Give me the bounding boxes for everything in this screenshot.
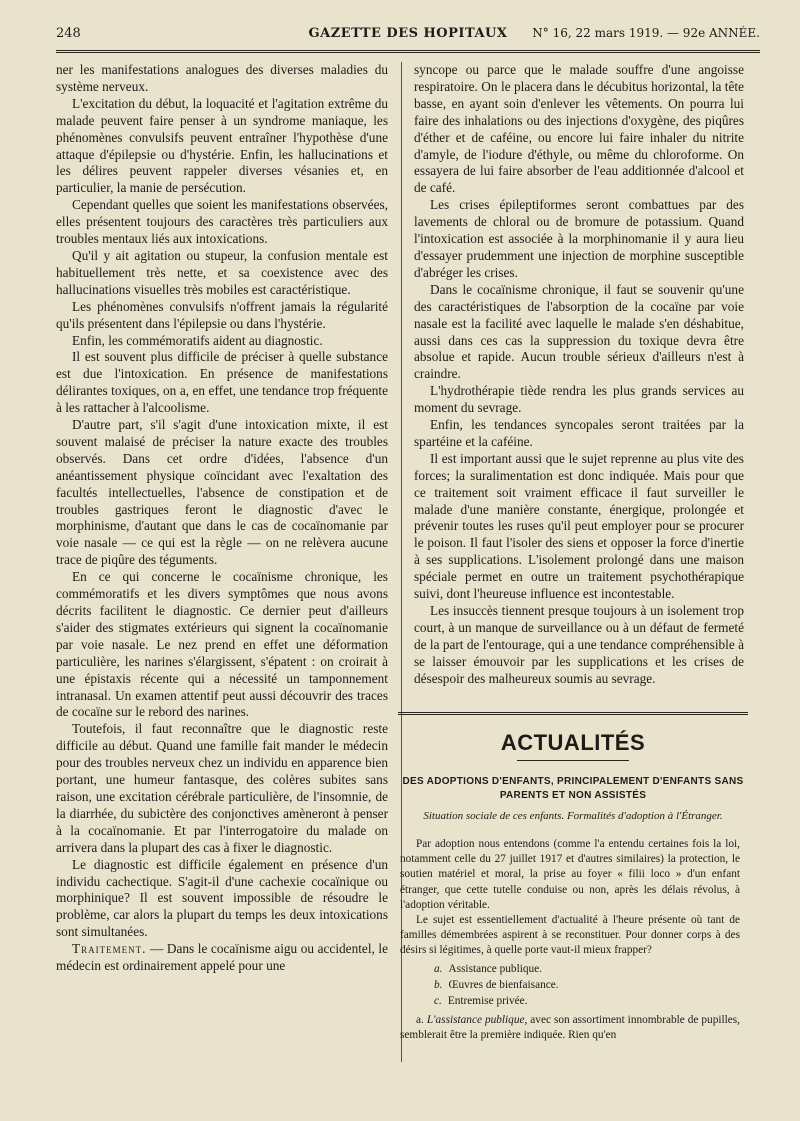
section-rule <box>398 712 748 715</box>
left-column <box>56 62 388 975</box>
paragraph: Il est important aussi que le sujet reprenne au plus vite des forces; la suralimentation est donc indiquée. Mais pour que ce traitement soit vraiment efficace il faut surveiller le malade d'une manière constante, énergique, prolongée et prévenir toutes les ruses qu'il peut employer pour se procurer le poison. Il faut l'isoler des siens et opposer la force d'inertie à ses supplications. L'isolement prolongé dans une maison spéciale permet en outre un traitement psychothérapique suivi, dont l'heureuse influence est incontestable. <box>414 450 744 602</box>
traitement-text: — Dans le cocaïnisme aigu ou accidentel, le médecin est ordinairement appelé pour une <box>56 941 388 974</box>
paragraph: Cependant quelles que soient les manifestations observées, elles présentent toujours des caractères très particuliers aux troubles mentaux liés aux intoxications. <box>56 197 388 247</box>
page-header <box>56 26 760 46</box>
paragraph: Enfin, les tendances syncopales seront traitées par la spartéine et la caféine. <box>414 417 744 449</box>
header-rule <box>56 50 760 53</box>
paragraph: Les phénomènes convulsifs n'offrent jamais la régularité qu'ils présentent dans l'épilepsie ou dans l'hystérie. <box>56 298 388 331</box>
page-number: 248 <box>56 26 81 41</box>
paragraph: Il est souvent plus difficile de préciser à quelle substance est due l'intoxication. En présence de manifestations délirantes toxiques, on a, en effet, une tendance trop fréquente à les rattacher à l'alcoolisme. <box>56 349 388 416</box>
paragraph: L'excitation du début, la loquacité et l'agitation extrême du malade peuvent faire penser à un syndrome maniaque, les phénomènes convulsifs peuvent entraîner l'hypothèse d'une attaque d'épilepsie ou d'hystérie. Enfin, les hallucinations et les délires peuvent rappeler diverses vésanies et, en particulier, la manie de persécution. <box>56 95 388 196</box>
paragraph: Enfin, les commémoratifs aident au diagnostic. <box>72 332 323 348</box>
traitement-paragraph <box>56 941 388 975</box>
paragraph: Les insuccès tiennent presque toujours à un isolement trop court, à un manque de surveillance ou à un défaut de fermeté de la part de l'entourage, qui a une tendance compréhensible à se laisser émouvoir par les supplications et les crises de désespoir des malheureux soumis au sevrage. <box>414 603 744 686</box>
article-body <box>398 837 748 1043</box>
paragraph: D'autre part, s'il s'agit d'une intoxication mixte, il est souvent malaisé de préciser la nature exacte des troubles observés. Dans cet ordre d'idées, l'absence d'un anéantissement physique coïncidant avec l'exaltation des facultés intellectuelles, l'absence de constipation et de troubles gastriques feront le diagnostic d'avec le morphinisme, d'autant que dans le cas de cocaïnomanie par voie nasale — ce qui est la règle — on ne relèvera aucune trace de piqûre des téguments. <box>56 417 388 568</box>
heading-underline <box>517 760 629 761</box>
paragraph: Qu'il y ait agitation ou stupeur, la confusion mentale est habituellement très nette, et sa coexistence avec des hallucinations visuelles très mobiles est caractéristique. <box>56 247 388 297</box>
paragraph: a. L'assistance publique, avec son assortiment innombrable de pupilles, semblerait être la première indiquée. Rien qu'en <box>400 1013 740 1041</box>
list-item: b. Œuvres de bienfaisance. <box>434 978 559 991</box>
issue-info: N° 16, 22 mars 1919. — 92e ANNÉE. <box>532 26 760 40</box>
paragraph: Le sujet est essentiellement d'actualité à l'heure présente où tant de familles démembrées aspirent à se reconstituer. Pour donner corps à des désirs si légitimes, à quelle porte vaut-il mieux frapper? <box>400 914 740 957</box>
right-column <box>414 62 744 688</box>
paragraph: Le diagnostic est difficile également en présence d'un individu cachectique. S'agit-il d'une cachexie cocaïnique ou morphinique? Il est souvent impossible de résoudre le problème, car alors la plupart du temps les deux intoxications sont simultanées. <box>56 856 388 940</box>
list-item: c. Entremise privée. <box>434 994 528 1007</box>
list-item: a. Assistance publique. <box>434 962 542 975</box>
article-subtitle: Situation sociale de ces enfants. Formalités d'adoption à l'Étranger. <box>423 810 723 822</box>
article-title: DES ADOPTIONS D'ENFANTS, PRINCIPALEMENT D'ENFANTS SANS PARENTS ET NON ASSISTÉS <box>402 776 744 801</box>
paragraph: syncope ou parce que le malade souffre d'une angoisse respiratoire. On le placera dans le décubitus horizontal, la tête basse, en ayant soin d'enlever les vêtements. On pourra lui faire des inhalations ou des injections d'oxygène, des piqûres d'éther et de caféine, ou encore lui faire inhaler du nitrite d'amyle, de l'iodure d'éthyle, ou même du chloroforme. On essayera de lui faire absorber de l'eau additionnée d'alcool et de café. <box>414 62 744 196</box>
section-heading: ACTUALITÉS <box>500 730 646 755</box>
paragraph: Dans le cocaïnisme chronique, il faut se souvenir qu'une des caractéristiques de l'absorption de la cocaïne par voie nasale est la facilité avec laquelle le malade s'en déshabitue, aussi dans ces cas la suppression du toxique devra être absolue et rapide. Aucun trouble sérieux d'ailleurs n'est à craindre. <box>414 281 744 382</box>
actualites-section <box>398 730 748 1043</box>
journal-title: GAZETTE DES HOPITAUX <box>308 26 508 41</box>
paragraph: En ce qui concerne le cocaïnisme chronique, les commémoratifs et les divers symptômes que nous avons décrits facilitent le diagnostic. Ce dernier peut d'ailleurs s'aider des stigmates extérieurs qui signent la cocaïnomanie par voie nasale. Le nez prend en effet une déformation particulière, les narines s'élargissent, s'épatent : on croirait à une épistaxis récente qui a nécessité un tamponnement intranasal. Un examen attentif peut aussi découvrir des traces de cocaïne sur le rebord des narines. <box>56 569 388 720</box>
paragraph: ner les manifestations analogues des diverses maladies du système nerveux. <box>56 62 388 94</box>
options-list <box>400 961 740 1009</box>
paragraph: L'hydrothérapie tiède rendra les plus grands services au moment du sevrage. <box>414 383 744 416</box>
paragraph: Les crises épileptiformes seront combattues par des lavements de chloral ou de bromure de potassium. Quand l'intoxication est associée à la morphinomanie il y aura lieu d'essayer prudemment une injection de morphine susceptible d'abréger les crises. <box>414 197 744 280</box>
traitement-label: Traitement. <box>72 941 147 957</box>
paragraph: Par adoption nous entendons (comme l'a entendu certaines fois la loi, notamment celle du 27 juillet 1917 et d'autres similaires) la protection, le soutien matériel et moral, la prise au foyer « filii loco » d'un enfant étranger, que cette tutelle conduise ou non, après les délais révolus, à l'adoption véritable. <box>400 838 740 911</box>
paragraph: Toutefois, il faut reconnaître que le diagnostic reste difficile au début. Quand une famille fait mander le médecin pour des troubles nerveux chez un individu en apparence bien portant, une humeur fantasque, des colères subites sans raison, une excitation cérébrale particulière, de l'insomnie, de la diarrhée, du subictère des conjonctives amèneront à penser à la cocaïnomanie. Et par l'interrogatoire du malade on arrivera dans la plupart des cas à fixer le diagnostic. <box>56 721 388 855</box>
